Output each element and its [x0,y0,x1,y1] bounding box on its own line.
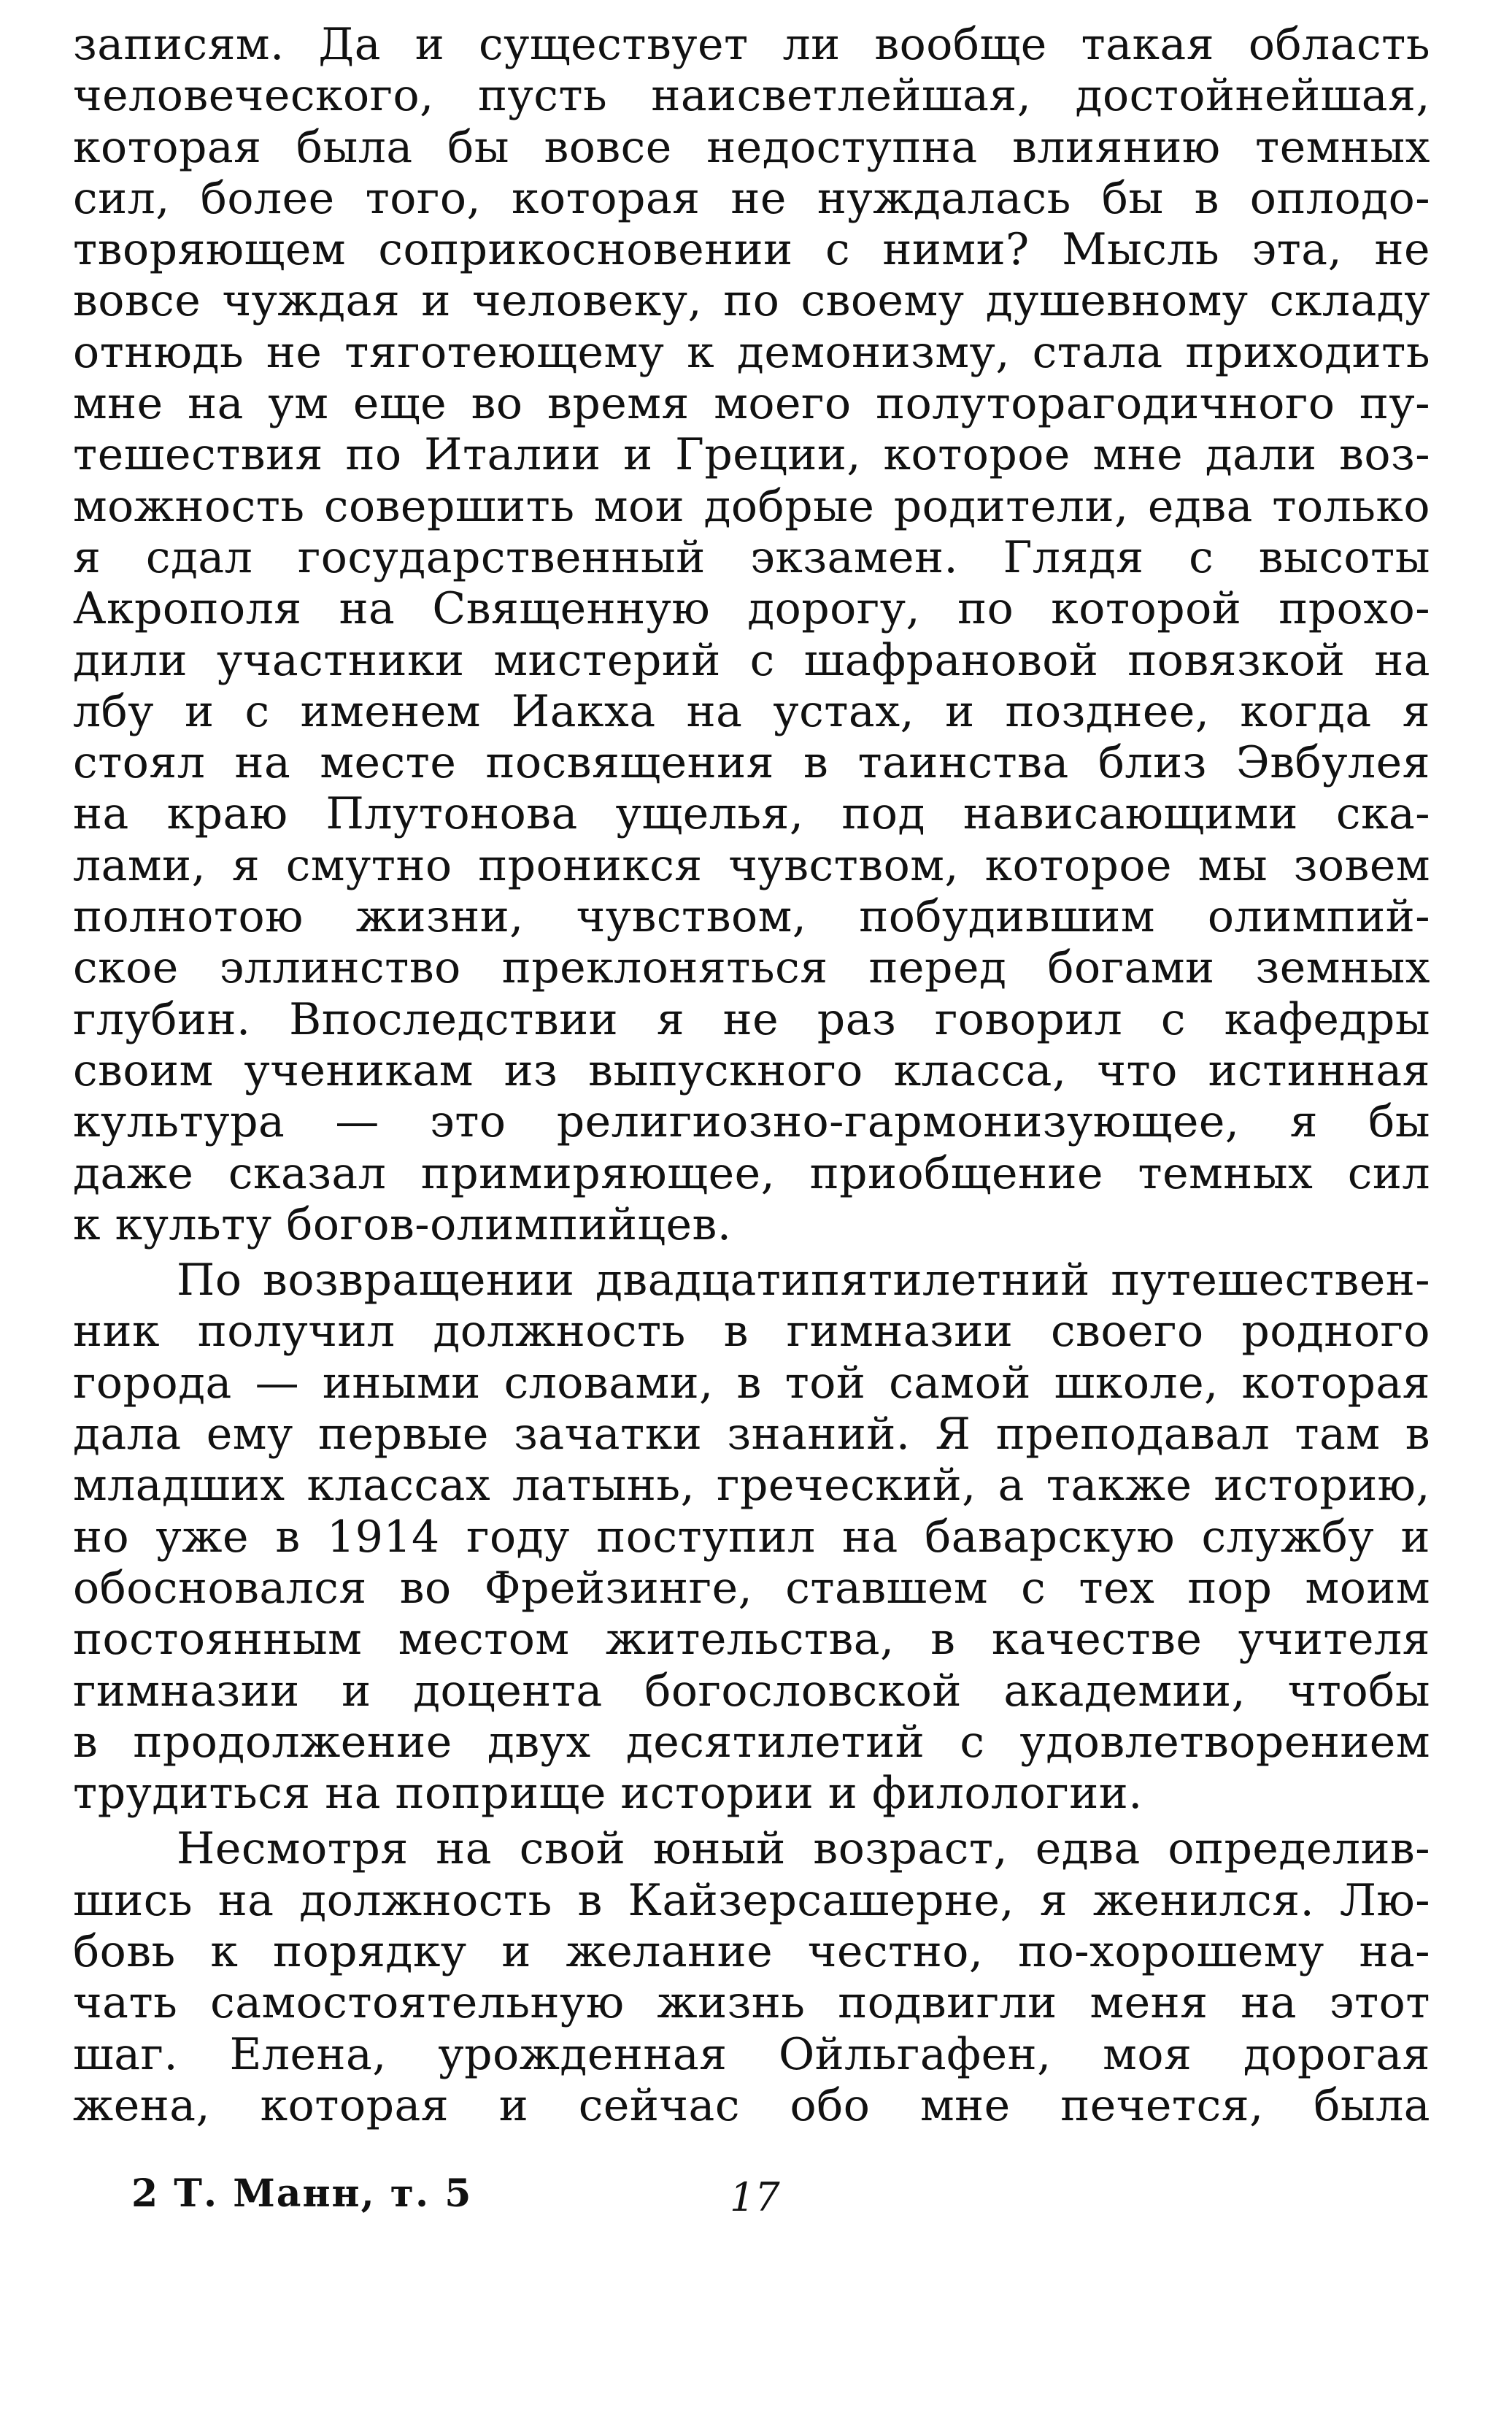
text-line: гимназии и доцента богословской академии, чтобы [73,1665,1430,1717]
text-line: я сдал государственный экзамен. Глядя с высоты [73,531,1430,583]
page-number: 17 [730,2174,780,2220]
text-line: можность совершить мои добрые родители, едва только [73,480,1430,532]
text-line: По возвращении двадцатипятилетний путешествен- [177,1255,1430,1306]
paragraph-1 [73,19,1430,1250]
text-line: чать самостоятельную жизнь подвигли меня на этот [73,1977,1430,2029]
page-text [73,19,1430,2131]
text-line: но уже в 1914 году поступил на баварскую службу и [73,1511,1430,1563]
text-line: дала ему первые зачатки знаний. Я преподавал там в [73,1409,1430,1460]
text-line: трудиться на поприще истории и филологии. [73,1768,1143,1820]
text-line: к культу богов-олимпийцев. [73,1198,732,1250]
text-line: своим ученикам из выпускного класса, что истинная [73,1044,1430,1096]
text-line: полнотою жизни, чувством, побудившим олимпий- [73,891,1430,943]
text-line: вовсе чуждая и человеку, по своему душевному складу [73,275,1430,327]
printer-signature: 2 Т. Манн, т. 5 [131,2171,473,2216]
text-line: лами, я смутно проникся чувством, которое мы зовем [73,839,1430,891]
text-line: шаг. Елена, урожденная Ойльгафен, моя дорогая [73,2028,1430,2080]
text-line: культура — это религиозно-гармонизующее, я бы [73,1096,1430,1148]
text-line: сил, более того, которая не нуждалась бы в оплодо- [73,172,1430,224]
paragraph-3 [73,1823,1430,2131]
text-line: стоял на месте посвящения в таинства близ Эвбулея [73,737,1430,789]
text-line: ник получил должность в гимназии своего родного [73,1306,1430,1358]
text-line: Акрополя на Священную дорогу, по которой прохо- [73,583,1430,635]
text-line: глубин. Впоследствии я не раз говорил с кафедры [73,993,1430,1045]
text-line: человеческого, пусть наисветлейшая, достойнейшая, [73,70,1430,122]
text-line: тешествия по Италии и Греции, которое мне дали воз- [73,429,1430,481]
text-line: шись на должность в Кайзерсашерне, я женился. Лю- [73,1874,1430,1926]
text-line: Несмотря на свой юный возраст, едва определив- [177,1823,1430,1875]
text-line: творяющем соприкосновении с ними? Мысль эта, не [73,224,1430,276]
text-line: жена, которая и сейчас обо мне печется, была [73,2079,1430,2131]
text-line: обосновался во Фрейзинге, ставшем с тех пор моим [73,1562,1430,1614]
text-line: на краю Плутонова ущелья, под нависающими ска- [73,788,1430,840]
text-line: мне на ум еще во время моего полуторагодичного пу- [73,378,1430,430]
text-line: дили участники мистерий с шафрановой повязкой на [73,634,1430,686]
text-line: в продолжение двух десятилетий с удовлетворением [73,1716,1430,1768]
text-line: бовь к порядку и желание честно, по-хорошему на- [73,1925,1430,1977]
text-line: младших классах латынь, греческий, а также историю, [73,1460,1430,1512]
paragraph-2 [73,1255,1430,1819]
text-line: которая была бы вовсе недоступна влиянию темных [73,121,1430,173]
text-line: отнюдь не тяготеющему к демонизму, стала приходить [73,326,1430,378]
text-line: постоянным местом жительства, в качестве учителя [73,1614,1430,1666]
page-footer [131,2171,934,2230]
text-line: лбу и с именем Иакха на устах, и позднее, когда я [73,685,1430,737]
text-line: записям. Да и существует ли вообще такая область [73,19,1430,70]
text-line: города — иными словами, в той самой школе, которая [73,1357,1430,1409]
text-line: ское эллинство преклоняться перед богами земных [73,942,1430,994]
text-line: даже сказал примиряющее, приобщение темных сил [73,1147,1430,1199]
